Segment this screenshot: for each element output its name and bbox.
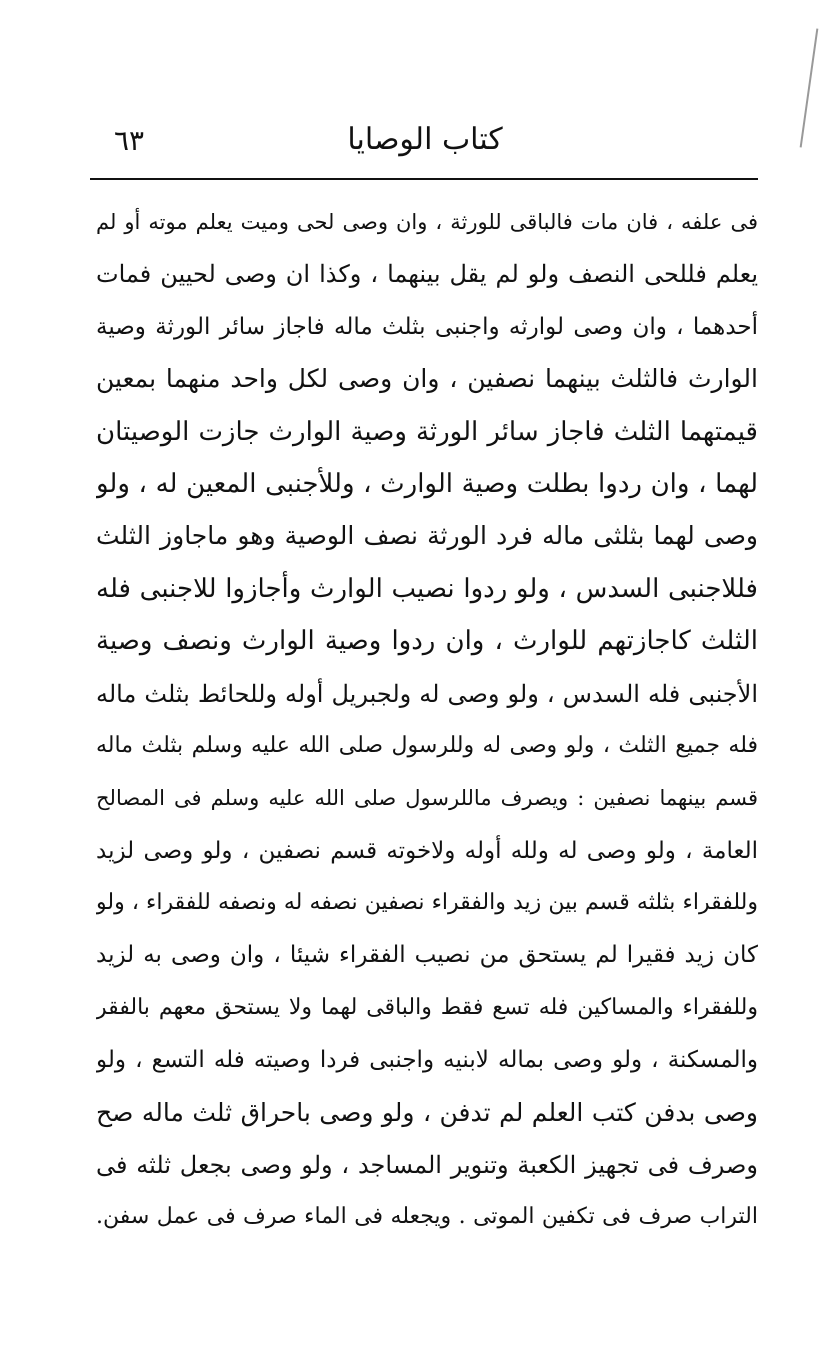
page-number: ٦٣ [114,124,145,157]
text-line: وصرف فى تجهيز الكعبة وتنوير المساجد ، ولو وصى بجعل ثلثه فى [96,1151,758,1180]
text-line: فى علفه ، فان مات فالباقى للورثة ، وان وصى لحى وميت يعلم موته أو لم [96,210,758,234]
text-line: وصى بدفن كتب العلم لم تدفن ، ولو وصى باحراق ثلث ماله صح [96,1097,758,1127]
text-line: قيمتهما الثلث فاجاز سائر الورثة وصية الوارث جازت الوصيتان [96,416,758,447]
page-title: كتاب الوصايا [347,122,503,157]
header-rule [90,178,758,180]
text-line: وللفقراء بثلثه قسم بين زيد والفقراء نصفين نصفه له ونصفه للفقراء ، ولو [96,890,758,916]
text-line: فللاجنبى السدس ، ولو ردوا نصيب الوارث وأجازوا للاجنبى فله [96,573,758,604]
text-line: الثلث كاجازتهم للوارث ، وان ردوا وصية الوارث ونصف وصية [96,626,758,657]
text-line: كان زيد فقيرا لم يستحق من نصيب الفقراء شيئا ، وان وصى به لزيد [96,942,758,969]
text-line: والمسكنة ، ولو وصى بماله لابنيه واجنبى فردا وصيته فله التسع ، ولو [96,1047,758,1074]
text-line: العامة ، ولو وصى له ولله أوله ولاخوته قسم نصفين ، ولو وصى لزيد [96,837,758,864]
text-line: قسم بينهما نصفين : ويصرف ماللرسول صلى الله عليه وسلم فى المصالح [96,786,758,811]
text-line: وللفقراء والمساكين فله تسع فقط والباقى لهما ولا يستحق معهم بالفقر [96,994,758,1020]
page-header [92,118,758,174]
text-line: الوارث فالثلث بينهما نصفين ، وان وصى لكل واحد منهما بمعين [96,364,758,394]
text-line: الأجنبى فله السدس ، ولو وصى له ولجبريل أوله وللحائط بثلث ماله [96,679,758,708]
text-line: فله جميع الثلث ، ولو وصى له وللرسول صلى الله عليه وسلم بثلث ماله [96,732,758,758]
text-line: أحدهما ، وان وصى لوارثه واجنبى بثلث ماله فاجاز سائر الورثة وصية [96,313,758,340]
page-edge-mark [800,28,819,147]
text-line: يعلم فللحى النصف ولو لم يقل بينهما ، وكذا ان وصى لحيين فمات [96,260,758,289]
text-line: وصى لهما بثلثى ماله فرد الورثة نصف الوصية وهو ماجاوز الثلث [96,521,758,551]
body-text [96,196,758,1244]
text-line: لهما ، وان ردوا بطلت وصية الوارث ، وللأجنبى المعين له ، ولو [96,468,758,499]
text-line: التراب صرف فى تكفين الموتى . ويجعله فى الماء صرف فى عمل سفن. [96,1204,758,1230]
